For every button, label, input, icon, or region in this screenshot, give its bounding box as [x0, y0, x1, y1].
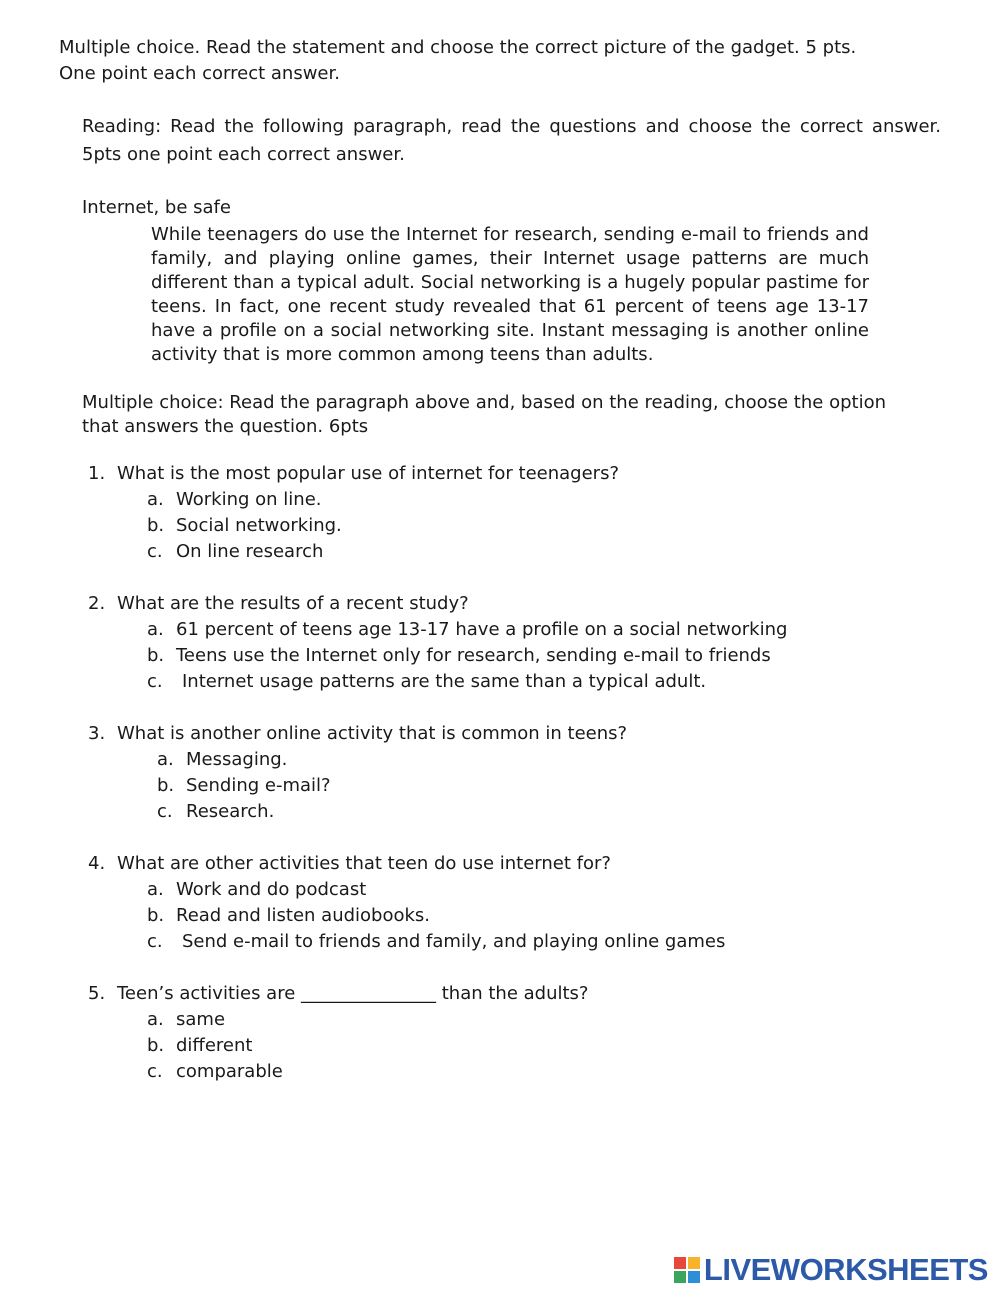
logo-text: LIVEWORKSHEETS [703, 1252, 988, 1287]
option-letter: c. [147, 541, 163, 562]
option-text: Messaging. [186, 749, 288, 770]
logo-block [688, 1271, 700, 1283]
option-text: Read and listen audiobooks. [176, 905, 431, 926]
option-letter: b. [147, 645, 165, 666]
option-text: Working on line. [176, 489, 322, 510]
option-letter: a. [147, 879, 164, 900]
question-text: Teen’s activities are _______________ than the adults? [117, 983, 589, 1004]
question-text: What are other activities that teen do use internet for? [117, 853, 611, 874]
option-letter: c. [147, 1061, 163, 1082]
option-text: Internet usage patterns are the same than a typical adult. [182, 671, 707, 692]
question-number: 2. [88, 593, 106, 614]
option-letter: a. [157, 749, 174, 770]
intro-line: Multiple choice. Read the statement and choose the correct picture of the gadget. 5 pts. [59, 37, 857, 58]
option-letter: b. [157, 775, 175, 796]
option-letter: a. [147, 619, 164, 640]
mc-instructions-line: that answers the question. 6pts [82, 416, 369, 437]
option-letter: c. [147, 931, 163, 952]
question-number: 4. [88, 853, 106, 874]
logo-blocks-icon [674, 1257, 700, 1283]
option-text: same [176, 1009, 226, 1030]
reading-instructions: Reading: Read the following paragraph, read the questions and choose the correct answer. 5pts one point each correct answer. [82, 116, 941, 165]
option-letter: b. [147, 905, 165, 926]
option-letter: b. [147, 1035, 165, 1056]
option-letter: c. [157, 801, 173, 822]
option-letter: a. [147, 1009, 164, 1030]
intro-instructions [59, 35, 959, 87]
option-text: Sending e-mail? [186, 775, 331, 796]
intro-line: One point each correct answer. [59, 63, 340, 84]
option-text: comparable [176, 1061, 283, 1082]
mc-instructions-line: Multiple choice: Read the paragraph above and, based on the reading, choose the option [82, 392, 886, 413]
mc-instructions [82, 391, 962, 439]
option-letter: c. [147, 671, 163, 692]
logo-block [688, 1257, 700, 1269]
option-text: Send e-mail to friends and family, and playing online games [182, 931, 726, 952]
option-text: different [176, 1035, 253, 1056]
option-text: On line research [176, 541, 324, 562]
option-text: 61 percent of teens age 13-17 have a profile on a social networking [176, 619, 788, 640]
passage-title: Internet, be safe [82, 197, 231, 218]
question-number: 5. [88, 983, 106, 1004]
option-letter: a. [147, 489, 164, 510]
option-text: Research. [186, 801, 275, 822]
question-number: 1. [88, 463, 106, 484]
question-text: What is the most popular use of internet for teenagers? [117, 463, 619, 484]
option-letter: b. [147, 515, 165, 536]
question-text: What are the results of a recent study? [117, 593, 469, 614]
logo-block [674, 1257, 686, 1269]
passage-text: While teenagers do use the Internet for research, sending e-mail to friends and family, and playing online games, their Internet usage patterns are much different than a typical adult. Social networking is a hugely popular pastime for teens. In fact, one recent study revealed that 61 percent of teens age 13-17 have a profile on a social networking site. Instant messaging is another online activity that is more common among teens than adults. [151, 224, 869, 365]
logo-block [674, 1271, 686, 1283]
option-text: Teens use the Internet only for research, sending e-mail to friends [176, 645, 771, 666]
question-number: 3. [88, 723, 106, 744]
option-text: Social networking. [176, 515, 342, 536]
question-text: What is another online activity that is common in teens? [117, 723, 628, 744]
liveworksheets-logo [674, 1250, 988, 1290]
option-text: Work and do podcast [176, 879, 367, 900]
